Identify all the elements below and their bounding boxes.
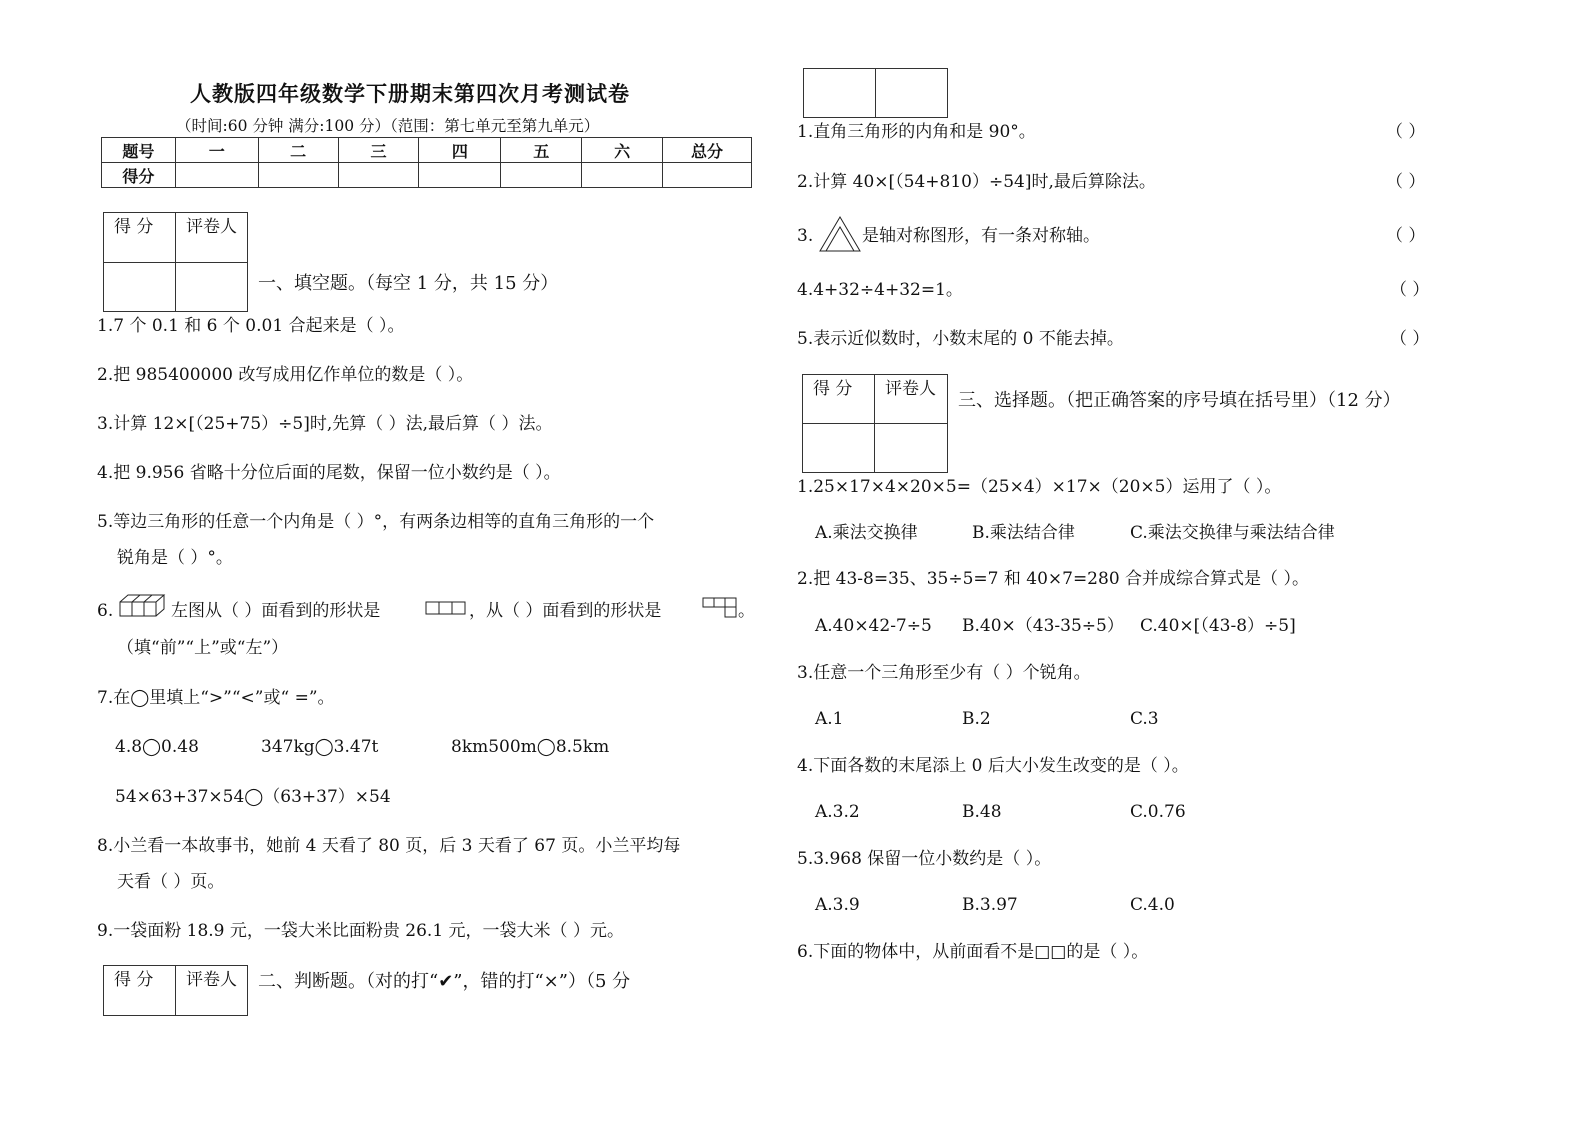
choice-question-5: 5.3.968 保留一位小数约是（ ）。 — [797, 849, 1052, 869]
score-cell[interactable] — [258, 163, 338, 188]
three-squares-view-icon — [425, 601, 467, 615]
fill-question-1: 1.7 个 0.1 和 6 个 0.01 合起来是（ ）。 — [97, 316, 405, 336]
fill-question-6-num: 6. — [97, 601, 114, 621]
choice-option-c[interactable]: C.3 — [1130, 709, 1159, 729]
score-table-header: 二 — [258, 138, 338, 163]
judge-answer-5[interactable]: （ ） — [1390, 329, 1430, 349]
choice-option-a[interactable]: A.乘法交换律 — [815, 523, 918, 543]
grader-reviewer-label: 评卷人 — [875, 375, 948, 424]
fill-question-9: 9.一袋面粉 18.9 元，一袋大米比面粉贵 26.1 元，一袋大米（ ）元。 — [97, 921, 624, 941]
grader-score-cell[interactable] — [803, 424, 875, 473]
section1-heading: 一、填空题。（每空 1 分，共 15 分） — [258, 273, 559, 294]
grader-score-label: 得 分 — [803, 375, 875, 424]
judge-answer-3[interactable]: （ ） — [1386, 226, 1426, 246]
judge-question-2: 2.计算 40×[（54+810）÷54]时,最后算除法。 — [797, 172, 1156, 192]
choice-question-3: 3.任意一个三角形至少有（ ）个锐角。 — [797, 663, 1091, 683]
judge-question-3: 是轴对称图形，有一条对称轴。 — [862, 226, 1100, 246]
grader-box — [103, 212, 248, 312]
fill-question-6-end: 。 — [738, 601, 755, 621]
score-table-header: 四 — [419, 138, 501, 163]
score-cell[interactable] — [175, 163, 258, 188]
compare-item-3: 8km500m◯8.5km — [451, 737, 610, 757]
choice-option-c[interactable]: C.0.76 — [1130, 802, 1186, 822]
fill-question-2: 2.把 985400000 改写成用亿作单位的数是（ ）。 — [97, 365, 474, 385]
judge-question-1: 1.直角三角形的内角和是 90°。 — [797, 122, 1036, 142]
compare-item-2: 347kg◯3.47t — [261, 737, 379, 757]
grader-box — [103, 965, 248, 1016]
judge-answer-1[interactable]: （ ） — [1386, 122, 1426, 142]
choice-option-b[interactable]: B.40×（43-35÷5） — [962, 616, 1124, 636]
grader-score-label: 得 分 — [104, 966, 176, 1016]
fill-question-6-hint: （填“前”“上”或“左”） — [117, 638, 289, 658]
score-cell[interactable] — [501, 163, 582, 188]
page-title: 人教版四年级数学下册期末第四次月考测试卷 — [190, 81, 630, 106]
fill-question-3: 3.计算 12×[（25+75）÷5]时,先算（ ）法,最后算（ ）法。 — [97, 414, 553, 434]
score-table-header: 五 — [501, 138, 582, 163]
choice-option-b[interactable]: B.乘法结合律 — [972, 523, 1075, 543]
fill-question-8: 8.小兰看一本故事书，她前 4 天看了 80 页，后 3 天看了 67 页。小兰平均每 — [97, 836, 681, 856]
compare-item-4: 54×63+37×54◯（63+37）×54 — [115, 787, 391, 807]
judge-question-5: 5.表示近似数时，小数末尾的 0 不能去掉。 — [797, 329, 1124, 349]
judge-question-4: 4.4+32÷4+32=1。 — [797, 280, 963, 300]
choice-question-2: 2.把 43-8=35、35÷5=7 和 40×7=280 合并成综合算式是（ ）。 — [797, 569, 1309, 589]
fill-question-8-cont: 天看（ ）页。 — [117, 872, 225, 892]
score-cell[interactable] — [338, 163, 419, 188]
grader-reviewer-label: 评卷人 — [186, 970, 237, 990]
grader-score-cell[interactable] — [804, 69, 876, 118]
page-subtitle: （时间:60 分钟 满分:100 分）（范围：第七单元至第九单元） — [176, 117, 600, 135]
choice-question-6: 6.下面的物体中，从前面看不是□□的是（ ）。 — [797, 942, 1149, 962]
judge-answer-2[interactable]: （ ） — [1386, 172, 1426, 192]
choice-option-b[interactable]: B.3.97 — [962, 895, 1018, 915]
grader-reviewer-cell[interactable] — [176, 263, 248, 312]
choice-option-a[interactable]: A.40×42-7÷5 — [815, 616, 932, 636]
score-table — [101, 137, 752, 188]
cube-stack-icon — [118, 592, 170, 620]
score-cell[interactable] — [582, 163, 663, 188]
section3-heading: 三、选择题。（把正确答案的序号填在括号里）（12 分） — [958, 390, 1401, 411]
choice-option-b[interactable]: B.48 — [962, 802, 1002, 822]
fill-question-6-text: 左图从（ ）面看到的形状是 — [171, 601, 381, 621]
choice-question-1: 1.25×17×4×20×5=（25×4）×17×（20×5）运用了（ ）。 — [797, 477, 1282, 497]
choice-option-c[interactable]: C.乘法交换律与乘法结合律 — [1130, 523, 1335, 543]
score-table-header: 一 — [175, 138, 258, 163]
score-table-header: 总分 — [663, 138, 752, 163]
judge-question-3-num: 3. — [797, 226, 814, 246]
choice-option-a[interactable]: A.3.2 — [815, 802, 860, 822]
score-row-label: 得分 — [102, 163, 176, 188]
l-shape-view-icon — [702, 597, 738, 619]
score-cell[interactable] — [663, 163, 752, 188]
grader-reviewer-cell[interactable] — [876, 69, 948, 118]
section2-heading: 二、判断题。（对的打“✔”，错的打“×”）（5 分 — [258, 971, 631, 992]
nested-triangle-icon — [818, 215, 862, 253]
compare-item-1: 4.8◯0.48 — [115, 737, 199, 757]
grader-score-cell[interactable] — [104, 263, 176, 312]
choice-option-b[interactable]: B.2 — [962, 709, 991, 729]
fill-question-7: 7.在◯里填上“>”“<”或“ =”。 — [97, 688, 335, 708]
fill-question-6-text-2: ，从（ ）面看到的形状是 — [469, 601, 662, 621]
choice-option-c[interactable]: C.40×[（43-8）÷5] — [1140, 616, 1296, 636]
choice-option-a[interactable]: A.1 — [815, 709, 844, 729]
grader-reviewer-label: 评卷人 — [176, 213, 248, 263]
score-table-header: 六 — [582, 138, 663, 163]
grader-box-continued — [803, 68, 948, 118]
score-table-header: 三 — [338, 138, 419, 163]
fill-question-5: 5.等边三角形的任意一个内角是（ ）°，有两条边相等的直角三角形的一个 — [97, 512, 655, 532]
grader-score-label: 得 分 — [104, 213, 176, 263]
judge-answer-4[interactable]: （ ） — [1390, 280, 1430, 300]
grader-box — [802, 374, 948, 473]
fill-question-5-cont: 锐角是（ ）°。 — [117, 548, 233, 568]
choice-option-c[interactable]: C.4.0 — [1130, 895, 1175, 915]
fill-question-4: 4.把 9.956 省略十分位后面的尾数，保留一位小数约是（ ）。 — [97, 463, 561, 483]
choice-option-a[interactable]: A.3.9 — [815, 895, 860, 915]
score-cell[interactable] — [419, 163, 501, 188]
grader-reviewer-cell[interactable] — [875, 424, 948, 473]
score-table-header: 题号 — [102, 138, 176, 163]
choice-question-4: 4.下面各数的末尾添上 0 后大小发生改变的是（ ）。 — [797, 756, 1189, 776]
